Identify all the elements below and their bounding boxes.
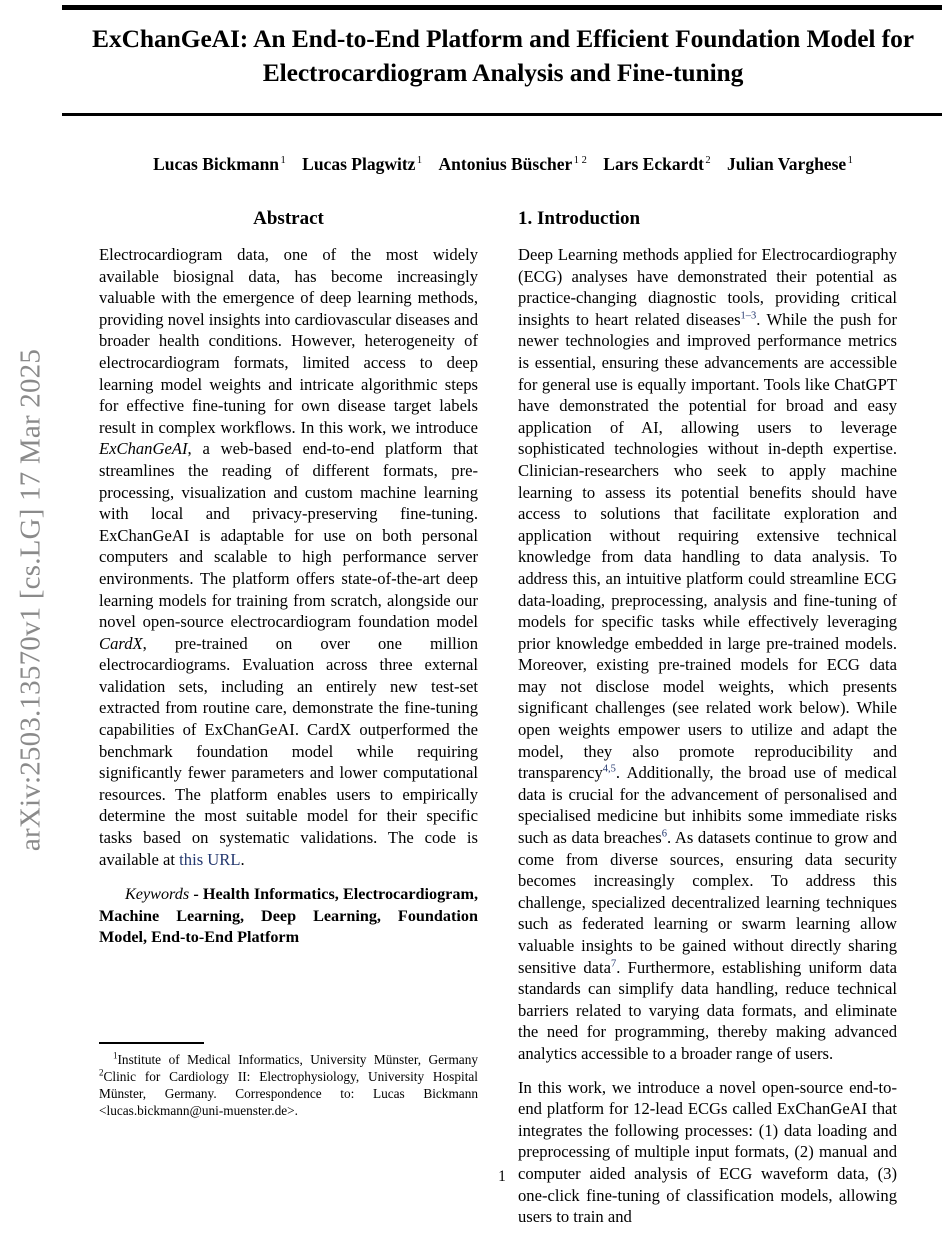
- introduction-paragraph-1: [518, 244, 897, 1065]
- arxiv-stamp-text: arXiv:2503.13570v1 [cs.LG] 17 Mar 2025: [14, 348, 47, 852]
- abstract-text-part-2: , a web-based end-to-end platform that streamlines the reading of different formats, pre-processing, visualization and custom machine learning with local and privacy-preserving fine-tuning. ExChanGeAI is adaptable for use on both personal computers and scalable to high performance server environments. The platform offers state-of-the-art deep learning models for training from scratch, alongside our novel open-source electrocardiogram foundation model: [99, 439, 478, 632]
- abstract-paragraph: [99, 244, 478, 870]
- affiliation-footnote: [99, 1042, 478, 1119]
- author-entry: [727, 154, 853, 174]
- title-line-2: Electrocardiogram Analysis and Fine-tuning: [262, 58, 744, 87]
- footnote-text: [99, 1051, 478, 1120]
- citation-ref[interactable]: 1–3: [740, 310, 757, 322]
- keywords-values: Health Informatics, Electrocardiogram, Machine Learning, Deep Learning, Foundation Model, End-to-End Platform: [99, 885, 478, 947]
- author-name: Lucas Plagwitz: [302, 154, 416, 174]
- arxiv-stamp: [0, 0, 62, 1200]
- author-entry: [439, 154, 587, 174]
- author-name: Lucas Bickmann: [153, 154, 280, 174]
- author-affiliation-marker: 1 2: [573, 155, 587, 167]
- title-line-1: ExChanGeAI: An End-to-End Platform and Efficient Foundation Model for: [92, 24, 914, 53]
- intro-text-b: . While the push for newer technologies and improved performance metrics is essential, ensuring these advancements are accessible for general use is equally important. Tools like ChatGPT have demonstrated the potential for broad and easy application of AI, allowing users to leverage sophisticated technologies without in-depth expertise. Clinician-researchers who seek to apply machine learning to assess its potential benefits should have access to solutions that facilitate exploration and application without requiring extensive technical knowledge from data handling to data analysis. To address this, an intuitive platform could streamline ECG data-loading, preprocessing, analysis and fine-tuning of models for specific tasks while effectively leveraging prior knowledge embedded in large pre-trained models. Moreover, existing pre-trained models for ECG data may not disclose model weights, which presents significant challenges (see related work below). While open weights empower users to utilize and adapt the model, they also promote reproducibility and transparency: [518, 309, 897, 783]
- author-entry: [302, 154, 422, 174]
- author-affiliation-marker: 1: [280, 155, 286, 167]
- abstract-text-part-1: Electrocardiogram data, one of the most widely available biosignal data, has become increasingly valuable with the emergence of deep learning methods, providing novel insights into cardiovascular diseases and broader health conditions. However, heterogeneity of electrocardiogram formats, limited access to deep learning model weights and intricate algorithmic steps for effective fine-tuning for own disease target labels result in complex workflows. In this work, we introduce: [99, 245, 478, 437]
- intro-text-c: . Additionally, the broad use of medical data is crucial for the advancement of personalised and specialised medicine but inhibits some immediate risks such as data breaches: [518, 763, 897, 848]
- abstract-heading: Abstract: [253, 208, 324, 229]
- intro-text-a: Deep Learning methods applied for Electrocardiography (ECG) analyses have demonstrated their potential as practice-changing diagnostic tools, providing critical insights to heart related diseases: [518, 245, 897, 329]
- intro-text-d: . As datasets continue to grow and come from diverse sources, ensuring data security becomes increasingly complex. To address this challenge, specialized decentralized learning techniques such as federated learning or swarm learning allow valuable insights to be gained without directly sharing sensitive data: [518, 828, 897, 977]
- author-entry: [603, 154, 710, 174]
- keywords-line: [99, 884, 478, 948]
- intro-text-e: . Furthermore, establishing uniform data standards can simplify data handling, reduce technical barriers related to varying data formats, and eliminate the need for programming, thereby making advanced analytics accessible to a broader range of users.: [518, 957, 897, 1063]
- footnote-marker-2: 2: [99, 1067, 104, 1078]
- paper-page: [62, 0, 942, 1227]
- author-name: Antonius Büscher: [438, 154, 573, 174]
- abstract-italic-exchangeai: ExChanGeAI: [99, 439, 188, 459]
- citation-ref[interactable]: 4,5: [602, 763, 616, 775]
- column-left: [99, 208, 478, 948]
- column-right: [518, 208, 897, 1240]
- citation-ref[interactable]: 7: [611, 958, 617, 970]
- page-title: [80, 22, 926, 90]
- abstract-text-part-4: .: [240, 849, 245, 869]
- abstract-text-part-3: , pre-trained on over one million electrocardiograms. Evaluation across three external validation sets, including an entirely new test-set extracted from routine care, demonstrate the fine-tuning capabilities of ExChanGeAI. CardX outperformed the benchmark foundation model while requiring significantly fewer parameters and lower computational resources. The platform enables users to empirically determine the most suitable model for their specific tasks based on systematic validations. The code is available at: [99, 633, 478, 869]
- footnote-rule: [99, 1042, 204, 1044]
- author-affiliation-marker: 2: [705, 155, 711, 167]
- page-number: 1: [498, 1168, 506, 1185]
- header-rule-top: [62, 5, 942, 10]
- author-affiliation-marker: 1: [847, 155, 853, 167]
- footnote-affiliation-1: Institute of Medical Informatics, University Münster, Germany: [117, 1051, 478, 1067]
- author-list: [80, 154, 926, 175]
- author-affiliation-marker: 1: [416, 155, 423, 167]
- citation-ref[interactable]: 6: [661, 828, 668, 840]
- code-url-link[interactable]: this URL: [179, 849, 241, 869]
- introduction-paragraph-2: In this work, we introduce a novel open-source end-to-end platform for 12-lead ECGs called ExChanGeAI that integrates the following processes: (1) data loading and preprocessing of multiple input formats, (2) manual and computer aided analysis of ECG waveform data, (3) one-click fine-tuning of classification models, allowing users to train and: [518, 1077, 897, 1227]
- author-entry: [153, 154, 286, 174]
- author-name: Julian Varghese: [727, 154, 847, 174]
- author-name: Lars Eckardt: [603, 154, 704, 174]
- keywords-separator: -: [189, 885, 203, 904]
- header-rule-bottom: [62, 113, 942, 116]
- abstract-italic-cardx: CardX: [99, 633, 143, 653]
- keywords-label: Keywords: [125, 885, 190, 904]
- footnote-affiliation-2: Clinic for Cardiology II: Electrophysiology, University Hospital Münster, Germany. Correspondence to: Lucas Bickmann <lucas.bickmann@uni-muenster.de>.: [99, 1068, 478, 1119]
- footnote-marker-1: 1: [113, 1050, 118, 1061]
- introduction-heading: 1. Introduction: [518, 208, 641, 229]
